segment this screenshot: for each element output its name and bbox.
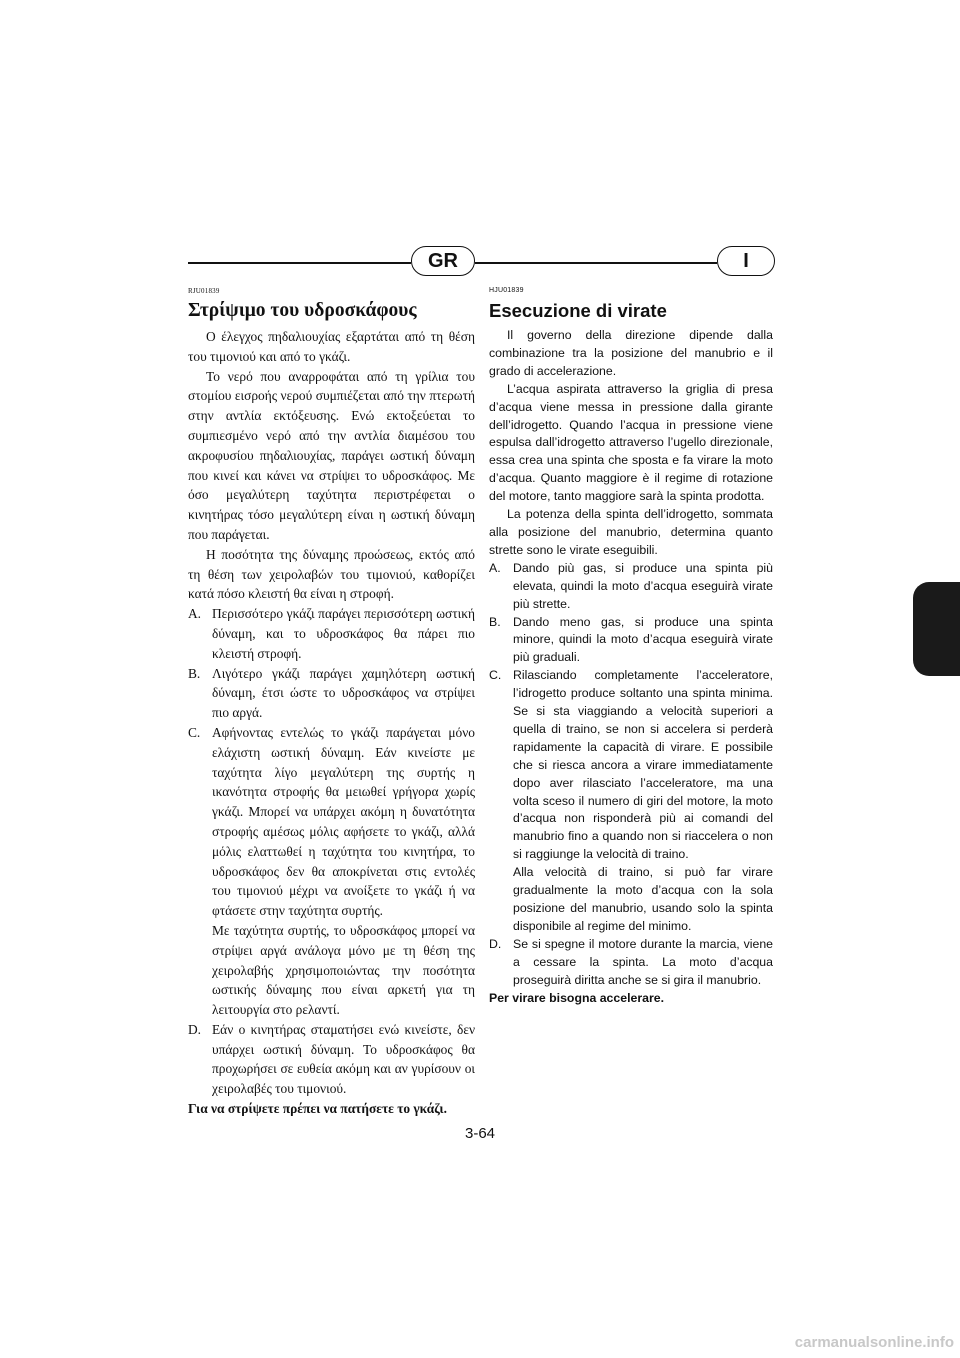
section-code: RJU01839 [188, 287, 220, 295]
item-label: D. [188, 1021, 202, 1037]
paragraph: Ο έλεγχος πηδαλιουχίας εξαρτάται από τη θέση του τιμονιού και από το γκάζι. [188, 329, 475, 364]
section-heading: Στρίψιμο του υδροσκάφους [188, 300, 417, 321]
header-rule-middle [475, 262, 717, 264]
list-item [188, 723, 475, 1020]
language-header [0, 244, 960, 284]
item-list [489, 560, 773, 990]
item-text-continued: Alla velocità di traino, si può far virare gradualmente la moto d’acqua con la sola posizione del manubrio, usando solo la spinta disponibile al regime del minimo. [513, 865, 773, 933]
item-label: B. [188, 665, 201, 681]
header-rule-left [188, 262, 411, 264]
item-body [513, 667, 773, 936]
item-text: Λιγότερο γκάζι παράγει χαμηλότερη ωστική δύναμη, έτσι ώστε το υδροσκάφος να στρίψει πιο αργά. [212, 665, 475, 721]
item-list [188, 604, 475, 1099]
item-text: Περισσότερο γκάζι παράγει περισσότερη ωστική δύναμη, και το υδροσκάφος θα πάρει πιο κλειστή στροφή. [212, 606, 475, 661]
list-item [188, 664, 475, 723]
paragraph: L’acqua aspirata attraverso la griglia di presa d’acqua viene messa in pressione dalla girante dell’idrogetto. Quando l’acqua in pressione viene espulsa dall’idrogetto attraverso l’ugello direzionale, essa crea una spinta che sposta e fa virare la moto d’acqua. Quanto maggiore è il regime di rotazione del motore, tanto maggiore sarà la spinta prodotta. [489, 381, 773, 504]
lang-badge-i: I [717, 246, 775, 276]
section-heading: Esecuzione di virate [489, 300, 667, 321]
section-thumb-tab [913, 582, 960, 676]
item-label: C. [188, 724, 201, 740]
item-text-continued: Με ταχύτητα συρτής, το υδροσκάφος μπορεί να στρίψει αργά ανάλογα μόνο με τη θέση της χειρολαβής χρησιμοποιώντας την ποσότητα ωστικής δύναμης που είναι αρκετή για τη λειτουργία στο ρελαντί. [212, 922, 475, 1018]
item-label: B. [489, 614, 501, 629]
greek-column [188, 286, 475, 1119]
item-text: Rilasciando completamente l’acceleratore, l’idrogetto produce soltanto una spinta minima. Se si sta viaggiando a velocità superiori a quella di traino, se non si accelera si perderà rapidamente la capacità di virare. E possibile che si riesca ancora a virare immediatamente dopo aver rilasciato l’acceleratore, ma una volta sceso il numero di giri del motore, la moto d’acqua non risponderà più ai comandi del manubrio fino a quando non si riaccelera o non si raggiunge la velocità di traino. [513, 668, 773, 862]
paragraph: Il governo della direzione dipende dalla combinazione tra la posizione del manubrio e il grado di accelerazione. [489, 328, 773, 378]
italian-column [489, 286, 773, 1007]
list-item [489, 936, 773, 990]
item-label: A. [188, 606, 202, 622]
item-text: Dando meno gas, si produce una spinta minore, quindi la moto d’acqua eseguirà virate più graduali. [513, 614, 773, 665]
closing-statement: Per virare bisogna accelerare. [489, 990, 664, 1005]
paragraph: Το νερό που αναρροφάται από τη γρίλια του στομίου εισροής νερού συμπιέζεται από την πτερωτή στην αντλία εκτόξευσης. Ενώ εκτοξεύεται το συμπιεσμένο νερό από την αντλία διαμέσου του ακροφυσίου πηδαλιουχίας, παράγει ωστική δύναμη που κινεί και κάνει να στρίψει το υδροσκάφος. Με όσο μεγαλύτερη ταχύτητα περιστρέφεται ο κινητήρας τόσο μεγαλύτερη είναι η ωστική δύναμη που παράγεται. [188, 368, 475, 542]
item-label: D. [489, 936, 502, 951]
item-text: Se si spegne il motore durante la marcia, viene a cessare la spinta. La moto d’acqua proseguirà diritta anche se si gira il manubrio. [513, 936, 773, 987]
item-text: Αφήνοντας εντελώς το γκάζι παράγεται μόνο ελάχιστη ωστική δύναμη. Εάν κινείστε με ταχύτητα λίγο μεγαλύτερη της συρτής η ικανότητα στροφής θα μειωθεί γρήγορα χωρίς γκάζι. Μπορεί να υπάρχει ακόμη η δυνατότητα στροφής αμέσως μόλις αφήσετε το γκάζι, αλλά μόλις ελαττωθεί η ταχύτητα του κινητήρα, το υδροσκάφος δεν θα αποκρίνεται στις εντολές του τιμονιού μέχρι να ανοίξετε το γκάζι ή να φτάσετε στην ταχύτητα συρτής. [212, 724, 475, 919]
lang-badge-gr: GR [411, 246, 475, 276]
list-item [489, 560, 773, 614]
section-code: HJU01839 [489, 287, 524, 294]
item-body [212, 723, 475, 1020]
list-item [489, 667, 773, 936]
closing-statement: Για να στρίψετε πρέπει να πατήσετε το γκάζι. [188, 1101, 447, 1117]
item-text: Εάν ο κινητήρας σταματήσει ενώ κινείστε, δεν υπάρχει ωστική δύναμη. Το υδροσκάφος θα προχωρήσει σε ευθεία ακόμη και αν γυρίσουν οι χειρολαβές του τιμονιού. [212, 1021, 475, 1097]
item-label: A. [489, 560, 501, 575]
paragraph: Η ποσότητα της δύναμης προώσεως, εκτός από τη θέση των χειρολαβών του τιμονιού, καθορίζει κατά πόσο κλειστή θα είναι η στροφή. [188, 546, 475, 602]
list-item [489, 614, 773, 668]
list-item [188, 1020, 475, 1099]
paragraph: La potenza della spinta dell’idrogetto, sommata alla posizione del manubrio, determina quanto strette sono le virate eseguibili. [489, 507, 773, 557]
list-item [188, 604, 475, 663]
page-number: 3-64 [464, 1125, 496, 1142]
item-label: C. [489, 668, 502, 683]
watermark: carmanualsonline.info [794, 1334, 954, 1351]
item-text: Dando più gas, si produce una spinta più elevata, quindi la moto d’acqua eseguirà virate più strette. [513, 560, 773, 611]
